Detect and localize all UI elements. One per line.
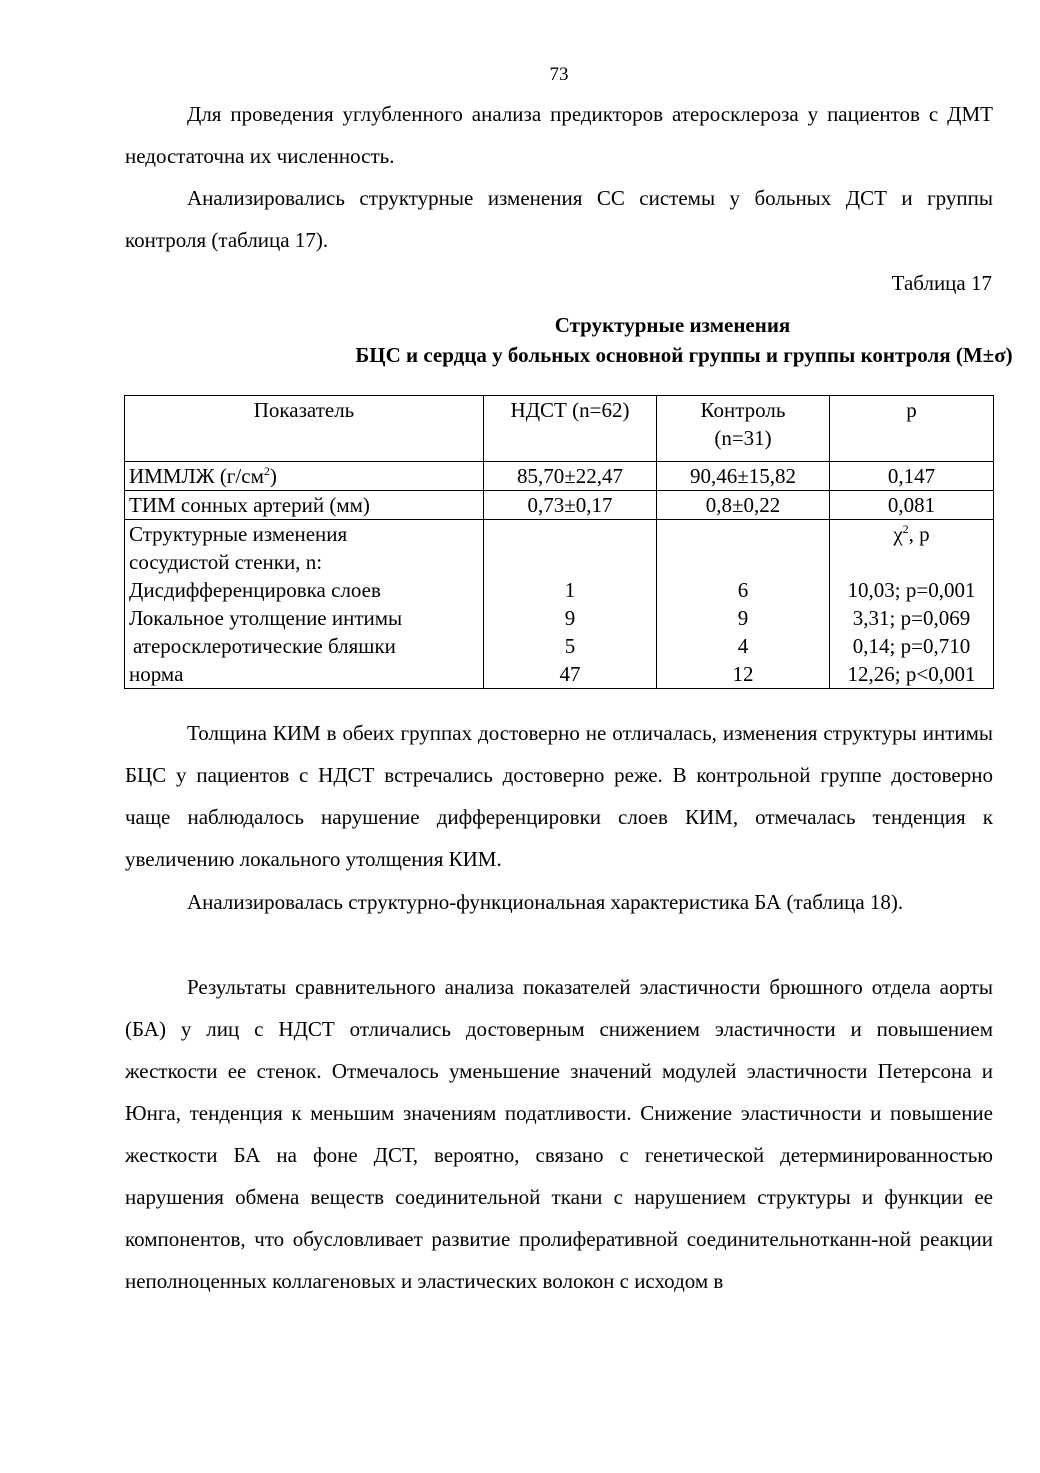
cell-control: 90,46±15,82 — [657, 462, 830, 491]
header-ndst: НДСТ (n=62) — [484, 396, 657, 462]
cell-control: 4 — [737, 634, 749, 658]
group-item-label: норма — [129, 662, 184, 686]
chi-square-label: $\chi^2$, p — [893, 522, 930, 546]
table-row — [125, 462, 994, 491]
cell-control: 0,8±0,22 — [657, 491, 830, 520]
table-row-group — [125, 520, 994, 689]
header-control: Контроль (n=31) — [657, 396, 830, 462]
cell-p: 12,26; p<0,001 — [847, 662, 976, 686]
cell-ndst: 9 — [564, 606, 576, 630]
group-item-label: атеросклеротические бляшки — [133, 634, 396, 658]
group-heading-line1: Структурные изменения — [129, 522, 348, 546]
paragraph-4: Анализировалась структурно-функциональная характеристика БА (таблица 18). — [187, 890, 904, 914]
cell-ndst: 0,73±0,17 — [484, 491, 657, 520]
paragraph-3: Толщина КИМ в обеих группах достоверно не отличалась, изменения структуры интимы БЦС у пациентов с НДСТ встречались достоверно реже. В контрольной группе достоверно чаще наблюдалось нарушение дифференцировки слоев КИМ, отмечалась тенденция к увеличению локального утолщения КИМ. — [125, 721, 993, 871]
cell-control: 9 — [737, 606, 749, 630]
table-row — [125, 491, 994, 520]
header-indicator: Показатель — [125, 396, 484, 462]
cell-p: 0,14; p=0,710 — [852, 634, 971, 658]
cell-p: 3,31; p=0,069 — [852, 606, 971, 630]
cell-ndst: 1 — [564, 578, 576, 602]
table-title-line1: Структурные изменения — [554, 313, 791, 337]
group-item-label: Дисдифференцировка слоев — [129, 578, 381, 602]
group-control-cell — [657, 520, 830, 689]
group-heading-line2: сосудистой стенки, n: — [129, 550, 323, 574]
header-p: p — [830, 396, 994, 462]
cell-p: 10,03; p=0,001 — [847, 578, 976, 602]
cell-p: 0,147 — [830, 462, 994, 491]
cell-control: 6 — [737, 578, 749, 602]
cell-p: 0,081 — [830, 491, 994, 520]
row-label-immlzh: ИММЛЖ $(г/см^2)$ — [125, 462, 484, 491]
paragraph-5: Результаты сравнительного анализа показателей эластичности брюшного отдела аорты (БА) у лиц с НДСТ отличались достоверным снижением эластичности и повышением жесткости ее стенок. Отмечалось уменьшение значений модулей эластичности Петерсона и Юнга, тенденция к меньшим значениям податливости. Снижение эластичности и повышение жесткости БА на фоне ДСТ, вероятно, связано с генетической детерминированностью нарушения обмена веществ соединительной ткани с нарушением структуры и функции ее компонентов, что обусловливает развитие пролиферативной соединительнотканн-ной реакции неполноценных коллагеновых и эластических волокон с исходом в — [125, 975, 993, 1293]
group-ndst-cell — [484, 520, 657, 689]
table-title-line2: БЦС и сердца у больных основной группы и группы контроля (M±σ) — [355, 343, 1013, 367]
cell-ndst: 85,70±22,47 — [484, 462, 657, 491]
cell-control: 12 — [732, 662, 754, 686]
page-number: 73 — [549, 64, 569, 85]
table-number-label: Таблица 17 — [891, 271, 992, 295]
group-item-label: Локальное утолщение интимы — [129, 606, 403, 630]
table-header-row — [125, 396, 994, 462]
group-labels-cell — [125, 520, 484, 689]
group-p-cell — [830, 520, 994, 689]
row-label-tim: ТИМ сонных артерий (мм) — [125, 491, 484, 520]
paragraph-1: Для проведения углубленного анализа предикторов атеросклероза у пациентов с ДМТ недостаточна их численность. — [125, 102, 993, 168]
data-table — [124, 395, 994, 689]
cell-ndst: 47 — [559, 662, 581, 686]
paragraph-2: Анализировались структурные изменения СС системы у больных ДСТ и группы контроля (таблица 17). — [125, 186, 993, 252]
cell-ndst: 5 — [564, 634, 576, 658]
